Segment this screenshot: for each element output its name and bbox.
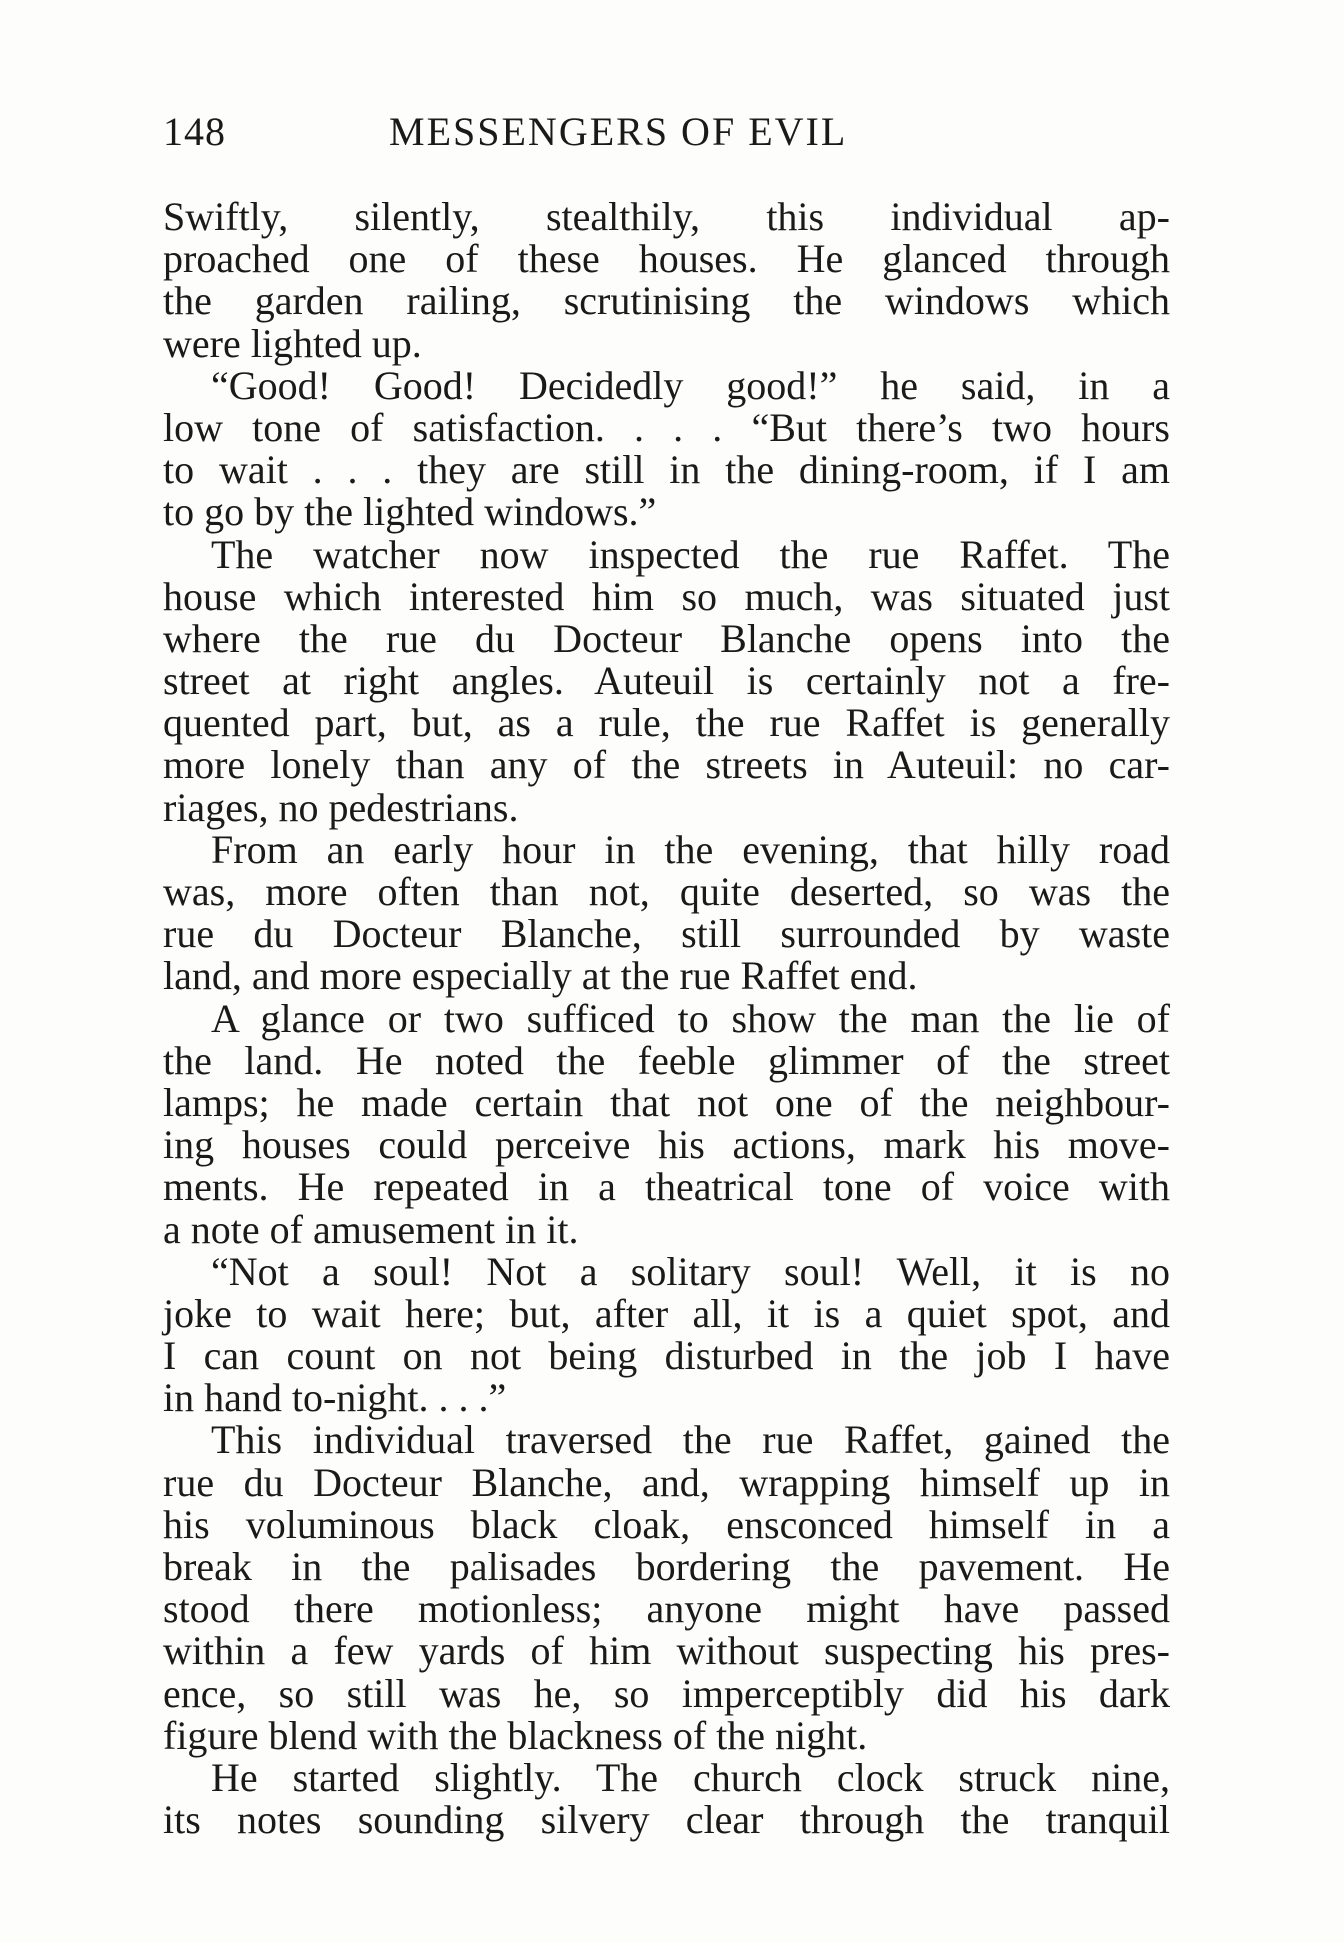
text-line: Swiftly, silently, stealthily, this individual ap- bbox=[163, 194, 1170, 239]
text-line: I can count on not being disturbed in the job I have bbox=[163, 1333, 1170, 1379]
text-line: to wait . . . they are still in the dining-room, if I am bbox=[163, 447, 1170, 493]
text-line: the garden railing, scrutinising the windows which bbox=[163, 278, 1170, 324]
text-line: stood there motionless; anyone might have passed bbox=[163, 1586, 1170, 1632]
paragraph bbox=[163, 196, 1170, 365]
text-line: house which interested him so much, was situated just bbox=[163, 573, 1170, 619]
paragraph bbox=[163, 1248, 1170, 1421]
text-line: riages, no pedestrians. bbox=[163, 784, 519, 830]
text-line: were lighted up. bbox=[163, 320, 422, 366]
paragraph bbox=[163, 1419, 1170, 1757]
text-line: was, more often than not, quite deserted, so was the bbox=[163, 869, 1170, 914]
text-line: “Good! Good! Decidedly good!” he said, in a bbox=[211, 362, 1170, 408]
running-title: MESSENGERS OF EVIL bbox=[389, 109, 848, 154]
paragraph bbox=[163, 1754, 1170, 1843]
text-line: its notes sounding silvery clear through the tranquil bbox=[163, 1797, 1170, 1843]
text-line: low tone of satisfaction. . . . “But there’s two hours bbox=[163, 404, 1170, 450]
paragraph bbox=[163, 362, 1170, 535]
text-line: street at right angles. Auteuil is certainly not a fre- bbox=[163, 658, 1170, 704]
text-line: break in the palisades bordering the pavement. He bbox=[163, 1544, 1170, 1589]
paragraph bbox=[163, 826, 1170, 999]
text-line: ence, so still was he, so imperceptibly did his dark bbox=[163, 1670, 1170, 1716]
text-line: “Not a soul! Not a solitary soul! Well, it is no bbox=[211, 1248, 1170, 1294]
text-line: the land. He noted the feeble glimmer of the street bbox=[163, 1037, 1170, 1083]
text-line: rue du Docteur Blanche, still surrounded by waste bbox=[163, 911, 1170, 957]
text-line: more lonely than any of the streets in Auteuil: no car- bbox=[163, 742, 1170, 788]
paragraph bbox=[163, 995, 1170, 1252]
text-line: rue du Docteur Blanche, and, wrapping himself up in bbox=[163, 1459, 1170, 1505]
text-line: A glance or two sufficed to show the man the lie of bbox=[211, 995, 1170, 1041]
text-line: lamps; he made certain that not one of the neighbour- bbox=[163, 1079, 1170, 1125]
text-line: This individual traversed the rue Raffet, gained the bbox=[211, 1417, 1170, 1463]
text-line: ing houses could perceive his actions, mark his move- bbox=[163, 1122, 1170, 1168]
running-head bbox=[163, 108, 1170, 156]
text-line: figure blend with the blackness of the night. bbox=[163, 1712, 868, 1758]
text-line: joke to wait here; but, after all, it is a quiet spot, and bbox=[163, 1290, 1170, 1336]
paragraph bbox=[163, 531, 1170, 830]
page-number: 148 bbox=[163, 109, 226, 154]
text-line: land, and more especially at the rue Raffet end. bbox=[163, 953, 918, 999]
text-line: to go by the lighted windows.” bbox=[163, 489, 657, 535]
text-line: ments. He repeated in a theatrical tone of voice with bbox=[163, 1164, 1170, 1210]
text-line: within a few yards of him without suspecting his pres- bbox=[163, 1628, 1170, 1674]
text-line: in hand to-night. . . .” bbox=[163, 1375, 507, 1421]
text-line: proached one of these houses. He glanced through bbox=[163, 236, 1170, 282]
text-line: quented part, but, as a rule, the rue Raffet is generally bbox=[163, 700, 1170, 746]
text-line: He started slightly. The church clock struck nine, bbox=[211, 1754, 1170, 1800]
text-line: where the rue du Docteur Blanche opens into the bbox=[163, 615, 1170, 661]
text-line: a note of amusement in it. bbox=[163, 1206, 579, 1252]
text-line: The watcher now inspected the rue Raffet. The bbox=[211, 531, 1170, 577]
text-line: his voluminous black cloak, ensconced himself in a bbox=[163, 1501, 1170, 1547]
body-text bbox=[163, 196, 1170, 1841]
text-line: From an early hour in the evening, that hilly road bbox=[211, 826, 1170, 872]
